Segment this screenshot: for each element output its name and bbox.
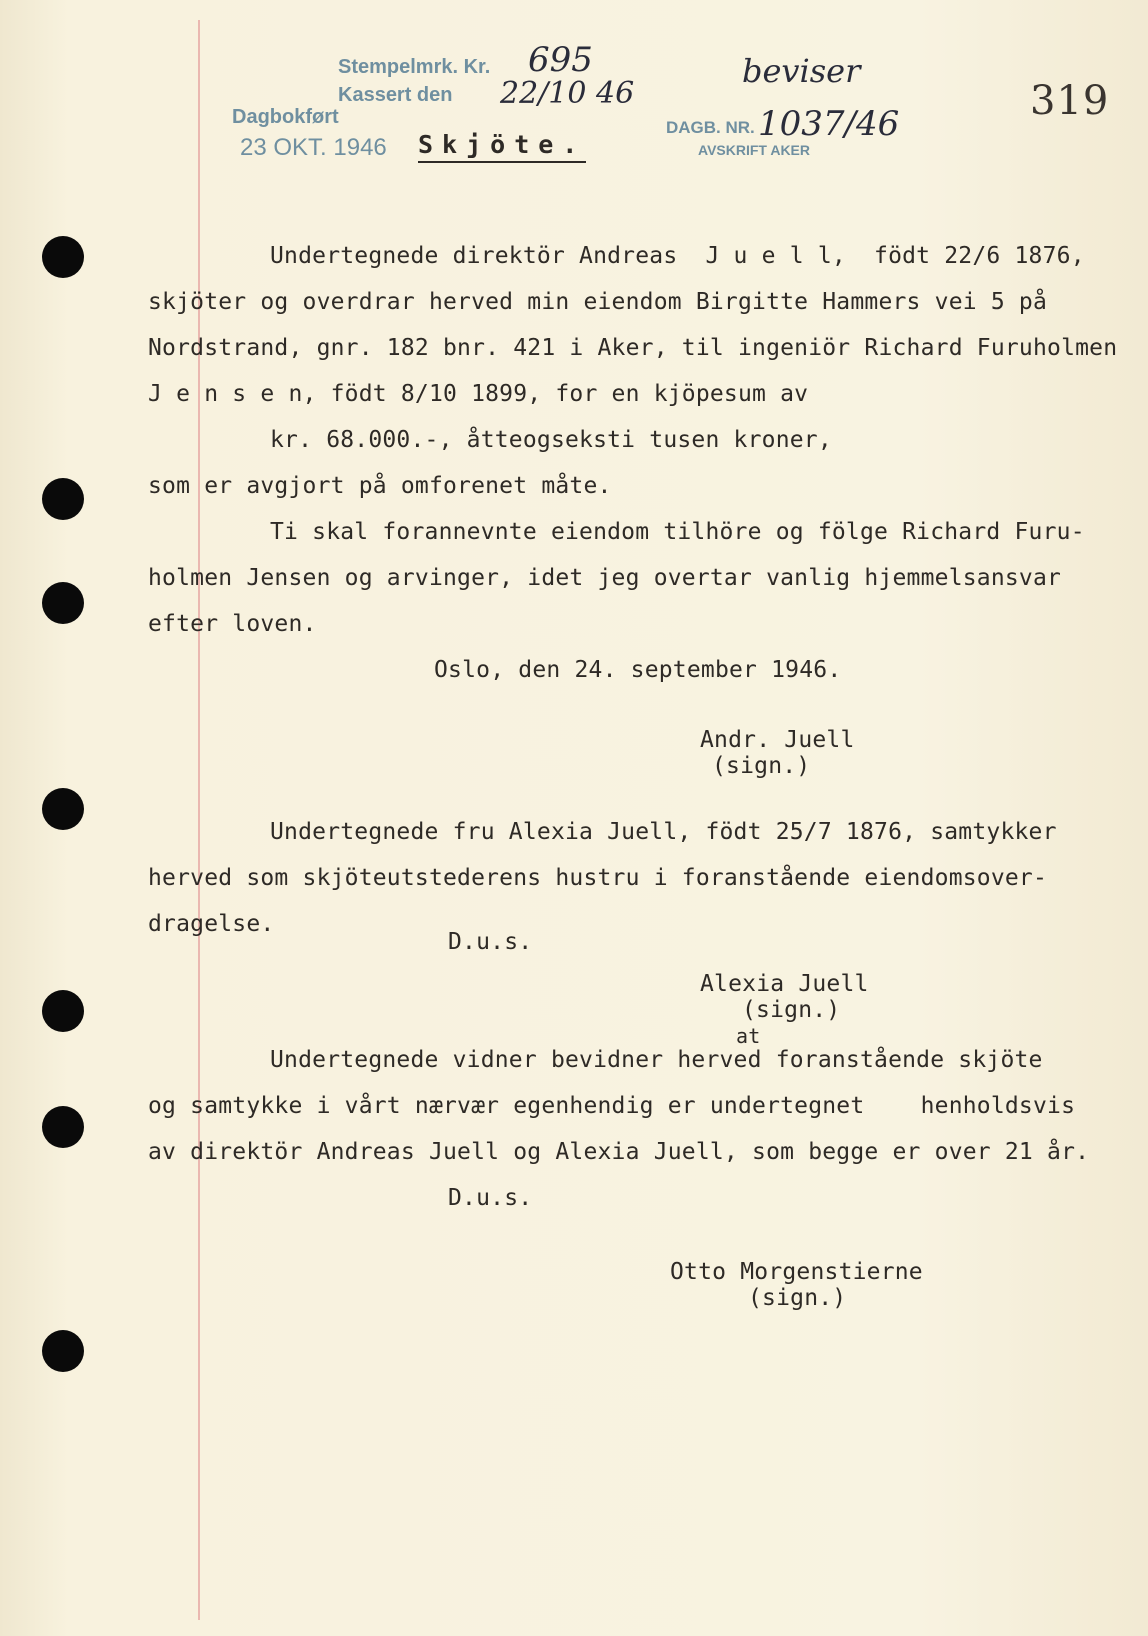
text-line: Undertegnede direktör Andreas J u e l l, födt 22/6 1876, bbox=[270, 243, 1085, 269]
text-line: Ti skal forannevnte eiendom tilhöre og fölge Richard Furu- bbox=[270, 519, 1085, 545]
signature-note: (sign.) bbox=[742, 997, 841, 1023]
text-line: kr. 68.000.-, åtteogseksti tusen kroner, bbox=[270, 427, 832, 453]
punch-hole bbox=[42, 990, 84, 1032]
stamp-fee: Stempelmrk. Kr. bbox=[338, 56, 491, 78]
handwritten-dagb-number: 1037/46 bbox=[758, 104, 900, 144]
interlinear-insertion: at bbox=[736, 1024, 761, 1048]
text-line: dragelse. bbox=[148, 911, 275, 937]
signature-name: Otto Morgenstierne bbox=[670, 1259, 923, 1285]
handwritten-fee: 695 bbox=[528, 40, 593, 80]
signature-note: (sign.) bbox=[748, 1285, 847, 1311]
punch-hole bbox=[42, 478, 84, 520]
stamp-dagb: DAGB. NR. bbox=[666, 118, 755, 137]
text-line: Oslo, den 24. september 1946. bbox=[434, 657, 842, 683]
text-line: D.u.s. bbox=[448, 1185, 533, 1211]
text-line: som er avgjort på omforenet måte. bbox=[148, 473, 612, 499]
punch-hole bbox=[42, 582, 84, 624]
text-line: skjöter og overdrar herved min eiendom Birgitte Hammers vei 5 på bbox=[148, 289, 1048, 315]
text-line: Undertegnede fru Alexia Juell, födt 25/7 1876, samtykker bbox=[270, 819, 1057, 845]
stamp-avskrift: AVSKRIFT AKER bbox=[698, 142, 810, 158]
stamp-date-label: Dagbokført bbox=[232, 106, 339, 128]
text-line: av direktör Andreas Juell og Alexia Juell, som begge er over 21 år. bbox=[148, 1139, 1090, 1165]
page-number: 319 bbox=[1030, 78, 1110, 124]
signature-name: Alexia Juell bbox=[700, 971, 869, 997]
punch-hole bbox=[42, 236, 84, 278]
document-title: Skjöte. bbox=[418, 130, 586, 163]
handwritten-note: beviser bbox=[742, 52, 861, 90]
text-line: holmen Jensen og arvinger, idet jeg overtar vanlig hjemmelsansvar bbox=[148, 565, 1062, 591]
stamp-paid: Kassert den bbox=[338, 84, 453, 106]
signature-name: Andr. Juell bbox=[700, 727, 855, 753]
punch-hole bbox=[42, 788, 84, 830]
text-line: J e n s e n, födt 8/10 1899, for en kjöpesum av bbox=[148, 381, 809, 407]
margin-rule bbox=[198, 20, 200, 1620]
text-line: Undertegnede vidner bevidner herved foranstående skjöte bbox=[270, 1047, 1043, 1073]
text-line: Nordstrand, gnr. 182 bnr. 421 i Aker, til ingeniör Richard Furuholmen bbox=[148, 335, 1118, 361]
punch-hole bbox=[42, 1330, 84, 1372]
text-line: D.u.s. bbox=[448, 929, 533, 955]
text-line: efter loven. bbox=[148, 611, 317, 637]
stamp-date: 23 OKT. 1946 bbox=[240, 134, 387, 161]
handwritten-paid-date: 22/10 46 bbox=[500, 76, 635, 111]
signature-note: (sign.) bbox=[712, 753, 811, 779]
text-line: herved som skjöteutstederens hustru i foranstående eiendomsover- bbox=[148, 865, 1048, 891]
punch-hole bbox=[42, 1106, 84, 1148]
text-line: og samtykke i vårt nærvær egenhendig er undertegnet henholdsvis bbox=[148, 1093, 1076, 1119]
